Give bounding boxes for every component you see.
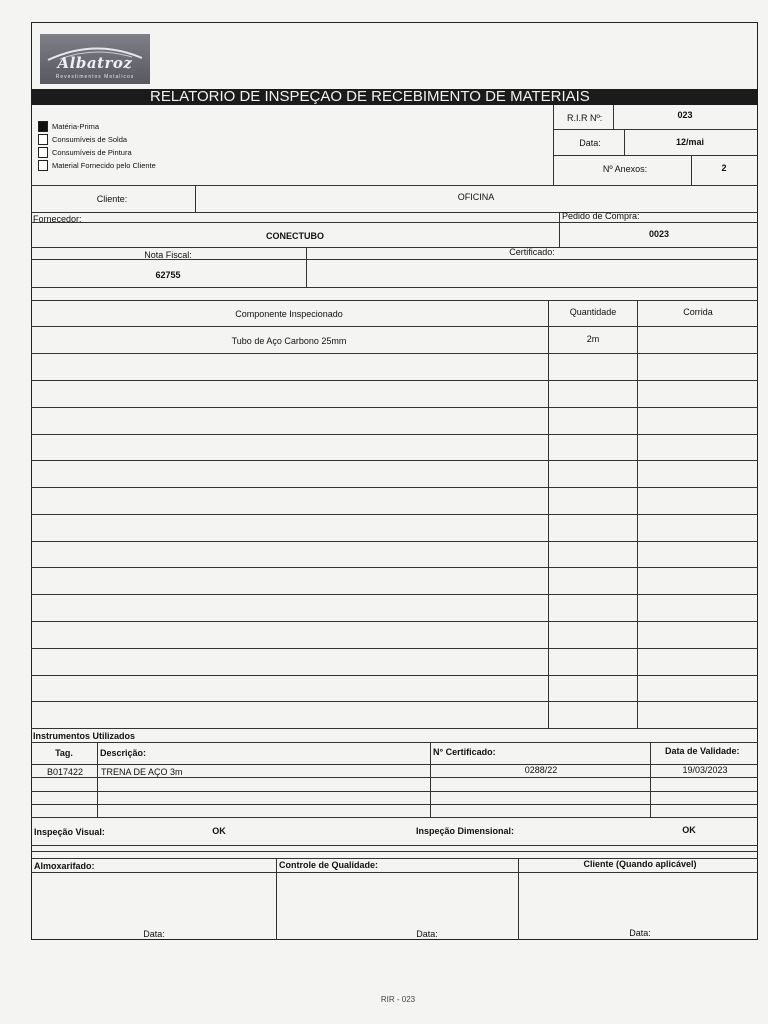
divider [691, 155, 692, 185]
divider [559, 212, 560, 247]
divider [195, 185, 196, 212]
purchase-order-label: Pedido de Compra: [562, 211, 640, 221]
divider [306, 247, 307, 287]
rir-label: R.I.R Nº: [567, 113, 603, 123]
table-row-line [31, 728, 758, 729]
material-type-checkbox[interactable] [38, 160, 48, 171]
material-type-label: Material Fornecido pelo Cliente [52, 161, 156, 170]
visual-inspection-label: Inspeção Visual: [34, 827, 105, 837]
table-row-line [31, 541, 758, 542]
divider [31, 247, 758, 248]
date-label: Data: [579, 138, 601, 148]
instrument-validity-header: Data de Validade: [665, 746, 740, 756]
table-row-line [31, 594, 758, 595]
divider [430, 742, 431, 817]
divider [31, 259, 758, 260]
form-frame [31, 22, 758, 940]
invoice-label: Nota Fiscal: [144, 250, 192, 260]
divider [31, 777, 758, 778]
table-row-line [31, 487, 758, 488]
material-type-label: Matéria-Prima [52, 122, 100, 131]
annexes-label: Nº Anexos: [602, 164, 648, 174]
client-date-label: Data: [629, 928, 651, 938]
table-row-line [31, 380, 758, 381]
component-header: Componente Inspecionado [235, 309, 343, 319]
divider [31, 845, 758, 846]
divider [31, 791, 758, 792]
divider [31, 764, 758, 765]
instrument-validity-cell: 19/03/2023 [682, 765, 728, 775]
annexes-value: 2 [721, 163, 727, 173]
quality-date-label: Data: [416, 929, 438, 939]
client-label: Cliente: [96, 194, 128, 204]
table-row-line [31, 621, 758, 622]
divider [31, 287, 758, 288]
divider [624, 129, 625, 155]
table-row-line [31, 675, 758, 676]
material-type-checkbox[interactable] [38, 121, 48, 132]
quality-signature-label: Controle de Qualidade: [279, 860, 379, 870]
purchase-order-value: 0023 [648, 229, 670, 239]
company-logo [40, 34, 150, 84]
supplier-label: Fornecedor: [33, 214, 82, 224]
divider [31, 742, 758, 743]
table-row-line [31, 353, 758, 354]
instrument-certificate-header: N° Certificado: [433, 747, 496, 757]
table-row-line [31, 701, 758, 702]
divider [31, 817, 758, 818]
page-title: RELATORIO DE INSPEÇAO DE RECEBIMENTO DE MATERIAIS [150, 88, 590, 105]
form-code: RIR - 023 [380, 995, 416, 1004]
divider [31, 212, 758, 213]
warehouse-date-label: Data: [143, 929, 165, 939]
logo-name: Albatroz [57, 54, 133, 72]
invoice-value: 62755 [155, 270, 181, 280]
certificate-label: Certificado: [509, 247, 555, 257]
component-cell: Tubo de Aço Carbono 25mm [231, 336, 347, 346]
table-row-line [31, 460, 758, 461]
divider [553, 105, 554, 185]
run-header: Corrida [683, 307, 713, 317]
divider [97, 742, 98, 817]
divider [518, 858, 519, 940]
divider [553, 155, 758, 156]
material-type-label: Consumíveis de Pintura [52, 148, 132, 157]
instrument-tag-header: Tag. [55, 748, 73, 758]
client-signature-label: Cliente (Quando aplicável) [583, 859, 697, 869]
instrument-certificate-cell: 0288/22 [524, 765, 558, 775]
divider [613, 105, 614, 129]
quantity-header: Quantidade [569, 307, 617, 317]
divider [31, 851, 758, 852]
instrument-description-header: Descrição: [100, 748, 147, 758]
dimensional-inspection-value: OK [682, 825, 696, 835]
quantity-cell: 2m [586, 334, 600, 344]
divider [553, 129, 758, 130]
warehouse-signature-label: Almoxarifado: [34, 861, 95, 871]
divider [31, 185, 758, 186]
visual-inspection-value: OK [212, 826, 226, 836]
supplier-value: CONECTUBO [266, 231, 324, 241]
instrument-tag-cell: B017422 [46, 767, 84, 777]
material-type-checkbox[interactable] [38, 134, 48, 145]
table-row-line [31, 407, 758, 408]
table-row-line [31, 648, 758, 649]
divider [31, 222, 758, 223]
instrument-description-cell: TRENA DE AÇO 3m [101, 767, 183, 777]
table-row-line [31, 567, 758, 568]
divider [276, 858, 277, 940]
material-type-checkbox[interactable] [38, 147, 48, 158]
table-row-line [31, 434, 758, 435]
instruments-title: Instrumentos Utilizados [33, 731, 136, 741]
dimensional-inspection-label: Inspeção Dimensional: [416, 826, 515, 836]
divider [31, 804, 758, 805]
table-row-line [31, 326, 758, 327]
divider [31, 872, 758, 873]
material-type-label: Consumíveis de Solda [52, 135, 128, 144]
table-row-line [31, 514, 758, 515]
date-value: 12/mai [675, 137, 705, 147]
logo-tagline: Revestimentos Metalicos [55, 74, 135, 80]
divider [31, 300, 758, 301]
client-value: OFICINA [457, 192, 495, 202]
divider [650, 742, 651, 817]
rir-value: 023 [677, 110, 693, 120]
